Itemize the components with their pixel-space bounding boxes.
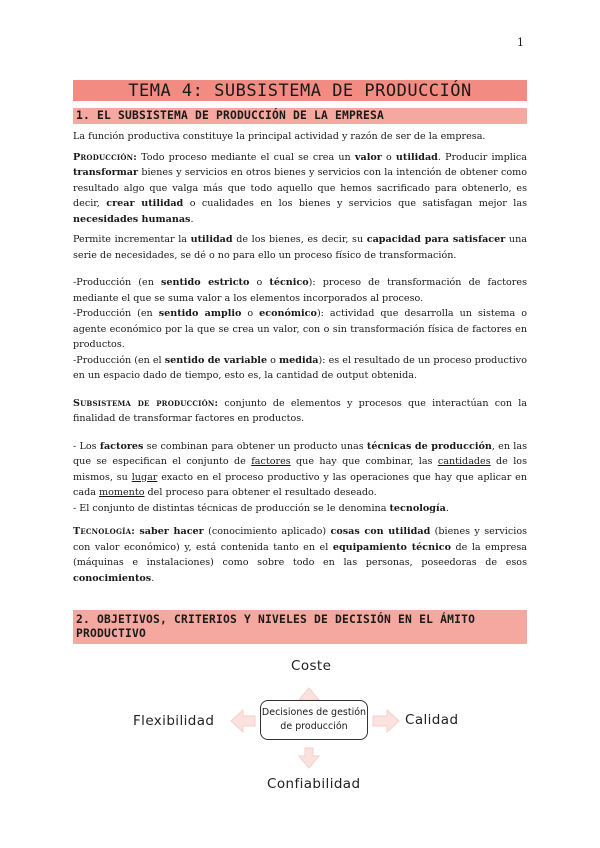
- text-run: o: [267, 354, 279, 366]
- diagram-label-top: Coste: [291, 658, 332, 674]
- intro-paragraph: La función productiva constituye la principal actividad y razón de ser de la empresa.: [73, 131, 486, 142]
- page-content: [73, 80, 527, 800]
- underlined-cantidades: cantidades: [437, 456, 491, 467]
- section-2-heading: 2. OBJETIVOS, CRITERIOS Y NIVELES DE DECISIÓN EN EL ÁMITO PRODUCTIVO: [73, 610, 527, 644]
- sentido-variable-item: [73, 353, 527, 384]
- bold-saber-hacer: saber hacer: [139, 526, 204, 537]
- sentido-amplio-item: [73, 306, 527, 353]
- text-run: (conocimiento aplicado): [203, 526, 331, 537]
- bold-term: medida: [278, 354, 319, 366]
- underlined-factores: factores: [251, 456, 291, 467]
- produccion-term: Producción:: [73, 151, 137, 163]
- text-run: de los bienes, es decir, su: [232, 234, 367, 245]
- text-run: se combinan para obtener un producto unas: [143, 440, 367, 452]
- text-run: - Los: [73, 440, 100, 452]
- bold-valor: valor: [354, 151, 382, 163]
- subsistema-definition: [73, 396, 527, 427]
- arrow-left: [231, 710, 255, 732]
- diagram-center-box: Decisiones de gestión de producción: [260, 700, 368, 740]
- text-run: o: [241, 308, 260, 319]
- text-run: conjunto de elementos y procesos que interactúan con la finalidad de transformar factores en productos.: [73, 397, 527, 424]
- text-run: de la empresa (máquinas e instalaciones) como sobre todo en las personas, poseedoras de esos: [73, 541, 527, 568]
- tecnologia-definition: [73, 524, 527, 586]
- bold-conocimientos: conocimientos: [73, 572, 152, 584]
- text-run: o: [381, 151, 396, 163]
- diagram-label-bottom: Confiabilidad: [267, 776, 361, 792]
- underlined-momento: momento: [99, 487, 145, 498]
- text-run: .: [445, 502, 449, 514]
- text-run: o cualidades en los bienes y servicios que satisfagan mejor las: [183, 198, 527, 209]
- text-run: -Producción (en el: [73, 354, 165, 366]
- underlined-lugar: lugar: [131, 471, 158, 483]
- text-run: exacto en el proceso productivo y las operaciones que hay que aplicar en cada: [73, 471, 527, 498]
- bold-term: económico: [259, 308, 317, 319]
- decision-diagram: [73, 650, 527, 800]
- bold-term: técnico: [269, 277, 309, 288]
- bold-tecnicas: técnicas de producción: [366, 440, 492, 452]
- bold-crear-utilidad: crear utilidad: [106, 198, 184, 209]
- text-run: .: [151, 572, 155, 584]
- bold-utilidad: utilidad: [395, 151, 438, 163]
- arrow-down: [299, 748, 319, 768]
- bold-term: sentido estricto: [161, 277, 250, 288]
- bold-utilidad: utilidad: [190, 234, 233, 245]
- bold-term: sentido de variable: [164, 354, 268, 366]
- text-run: (bienes y servicios con valor económico) y, está contenida tanto en el: [73, 526, 528, 553]
- text-run: -Producción (en: [73, 277, 161, 288]
- bold-equipamiento: equipamiento técnico: [332, 541, 451, 553]
- bold-transformar: transformar: [73, 167, 139, 178]
- text-run: que hay que combinar, las: [290, 456, 438, 467]
- arrow-right: [373, 710, 399, 732]
- bold-term: sentido amplio: [158, 308, 242, 319]
- text-run: -Producción (en: [73, 308, 159, 319]
- tecnologia-note: [73, 501, 527, 517]
- bold-necesidades-humanas: necesidades humanas: [73, 213, 191, 225]
- subsistema-term: Subsistema de producción:: [73, 397, 219, 409]
- text-run: , en las que se especifican el conjunto de: [73, 440, 528, 467]
- page-title: TEMA 4: SUBSISTEMA DE PRODUCCIÓN: [73, 80, 527, 101]
- bold-capacidad: capacidad para satisfacer: [366, 234, 506, 245]
- text-run: ): actividad que desarrolla un sistema o agente económico por la que se crea un valor, con o sin transformación física de factores en productos.: [73, 308, 527, 350]
- page-number: 1: [517, 36, 524, 49]
- bold-tecnologia: tecnología: [389, 502, 446, 514]
- text-run: Todo proceso mediante el cual se crea un: [136, 151, 355, 163]
- bold-cosas-utilidad: cosas con utilidad: [330, 526, 431, 537]
- bold-factores: factores: [99, 440, 144, 452]
- text-run: . Producir implica: [437, 151, 527, 163]
- text-run: ): es el resultado de un proceso productivo en un espacio dado de tiempo, esto es, la cantidad de output obtenida.: [73, 354, 527, 381]
- produccion-definition: [73, 150, 527, 228]
- diagram-label-left: Flexibilidad: [133, 713, 215, 729]
- text-run: o: [249, 277, 270, 288]
- text-run: bienes y servicios en otros bienes y servicios con la intención de obtener como resultado algo que valga más que todo aquello que hemos sacrificado para obtenerlo, es decir,: [73, 167, 527, 209]
- factores-paragraph: [73, 439, 527, 501]
- tecnologia-term: Tecnología:: [73, 526, 135, 537]
- diagram-label-right: Calidad: [405, 712, 459, 728]
- text-run: una serie de necesidades, se dé o no para ello un proceso físico de transformación.: [73, 234, 527, 261]
- text-run: ): proceso de transformación de factores mediante el que se suma valor a los elementos incorporados al proceso.: [73, 277, 527, 304]
- text-run: - El conjunto de distintas técnicas de producción se le denomina: [73, 502, 390, 514]
- text-run: .: [190, 213, 194, 225]
- text-run: del proceso para obtener el resultado deseado.: [144, 487, 377, 498]
- text-run: de los mismos, su: [73, 456, 527, 483]
- permite-paragraph: [73, 232, 527, 263]
- text-run: Permite incrementar la: [73, 234, 191, 245]
- sentido-estricto-item: [73, 275, 527, 306]
- section-1-heading: 1. EL SUBSISTEMA DE PRODUCCIÓN DE LA EMPRESA: [73, 108, 527, 124]
